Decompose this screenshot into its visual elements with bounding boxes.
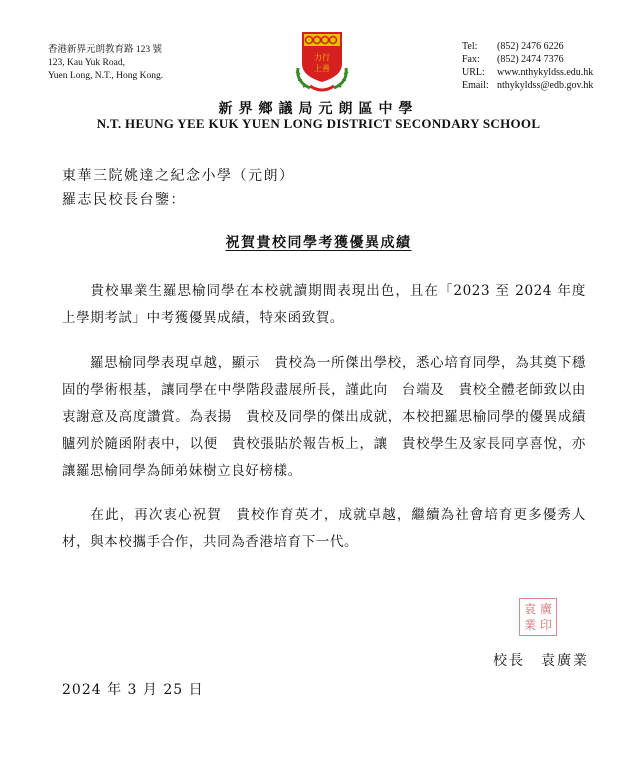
address-line-2: Yuen Long, N.T., Hong Kong. xyxy=(48,71,164,81)
contact-value: (852) 2476 6226 xyxy=(497,41,564,52)
svg-text:力行: 力行 xyxy=(314,53,330,62)
address-line-zh: 香港新界元朗教育路 123 號 xyxy=(48,45,163,55)
principal-seal-stamp xyxy=(519,598,557,636)
recipient-block xyxy=(62,164,295,212)
recipient-principal: 羅志民校長台鑒： xyxy=(62,192,186,208)
signature: 校長 袁廣業 xyxy=(493,653,589,669)
seal-char: 印 xyxy=(539,618,552,632)
paragraph-2 xyxy=(62,350,586,485)
seal-char: 業 xyxy=(523,618,536,632)
contact-value: (852) 2474 7376 xyxy=(497,54,564,65)
address-line-1: 123, Kau Yuk Road, xyxy=(48,58,125,68)
contact-tel xyxy=(462,40,593,53)
contact-fax xyxy=(462,53,593,66)
school-address xyxy=(48,44,163,83)
contact-label: Email: xyxy=(462,80,489,91)
letter-subject: 祝賀貴校同學考獲優異成績 xyxy=(225,235,412,251)
contact-value: www.nthykyldss.edu.hk xyxy=(497,67,594,78)
svg-text:上善: 上善 xyxy=(314,64,330,73)
contact-label: Fax: xyxy=(462,54,480,65)
seal-char: 廣 xyxy=(539,602,552,616)
school-name-chinese: 新界鄉議局元朗區中學 xyxy=(218,101,419,117)
school-crest-logo xyxy=(292,28,352,94)
contact-value: nthykyldss@edb.gov.hk xyxy=(497,80,594,91)
seal-char: 袁 xyxy=(523,602,536,616)
recipient-school: 東華三院姚達之紀念小學（元朗） xyxy=(62,168,295,184)
paragraph-1-text: 貴校畢業生羅思榆同學在本校就讀期間表現出色，且在「2023 至 2024 年度上學期考試」中考獲優異成績，特來函致賀。 xyxy=(62,283,586,326)
school-name-english: N.T. HEUNG YEE KUK YUEN LONG DISTRICT SECONDARY SCHOOL xyxy=(96,116,541,131)
letter-date: 2024 年 3 月 25 日 xyxy=(62,682,204,698)
contact-label: Tel: xyxy=(462,41,478,52)
paragraph-3 xyxy=(62,502,586,556)
contact-email xyxy=(462,79,593,92)
contact-url xyxy=(462,66,593,79)
paragraph-3-text: 在此，再次衷心祝賀 貴校作育英才，成就卓越，繼續為社會培育更多優秀人材，與本校攜手合作，共同為香港培育下一代。 xyxy=(62,507,586,550)
paragraph-2-text: 羅思榆同學表現卓越，顯示 貴校為一所傑出學校，悉心培育同學，為其奠下穩固的學術根基，讓同學在中學階段盡展所長，謹此向 台端及 貴校全體老師致以由衷謝意及高度讚賞。為表揚 貴校及同學的傑出成就，本校把羅思榆同學的優異成績臚列於隨函附表中，以便 貴校張貼於報告板上，讓 貴校學生及家長同享喜悅，亦讓羅思榆同學為師弟妹樹立良好榜樣。 xyxy=(62,355,586,479)
contact-label: URL: xyxy=(462,67,485,78)
paragraph-1 xyxy=(62,278,586,332)
contact-info xyxy=(462,40,593,92)
